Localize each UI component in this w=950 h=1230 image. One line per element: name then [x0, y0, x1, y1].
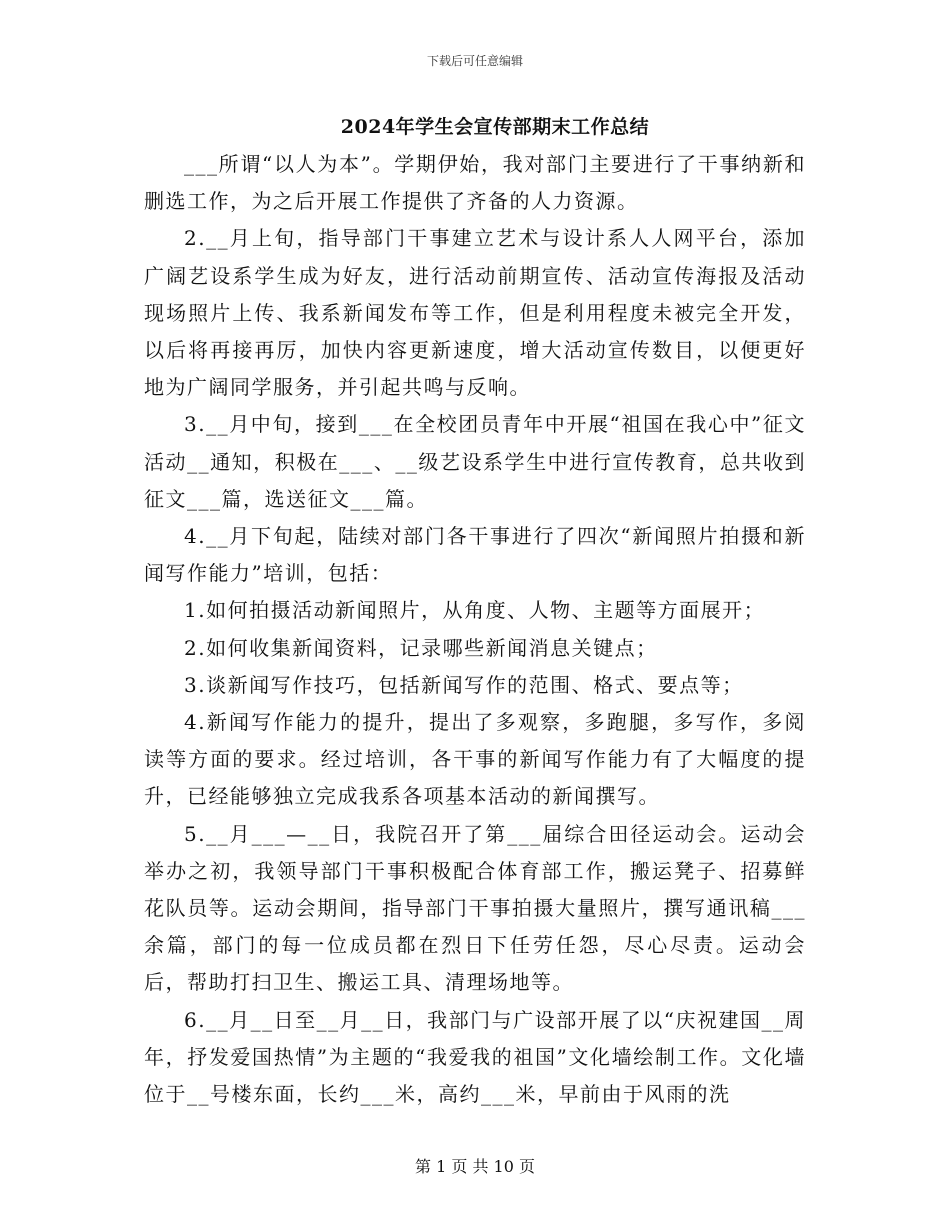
paragraph: 2.如何收集新闻资料，记录哪些新闻消息关键点； [184, 635, 658, 660]
document-body [144, 146, 806, 1113]
paragraph: 1.如何拍摄活动新闻照片，从角度、人物、主题等方面展开； [184, 598, 766, 623]
page-number-footer: 第 1 页 共 10 页 [415, 1157, 535, 1176]
document-title: 2024年学生会宣传部期末工作总结 [340, 116, 650, 138]
paragraph: 6.__月__日至__月__日，我部门与广设部开展了以“庆祝建国__周年，抒发爱国热情”为主题的“我爱我的祖国”文化墙绘制工作。文化墙位于__号楼东面，长约___米，高约___米，早前由于风雨的洗 [144, 1007, 806, 1107]
page-header-note: 下载后可任意编辑 [426, 54, 523, 68]
paragraph: ___所谓“以人为本”。学期伊始，我对部门主要进行了干事纳新和删选工作，为之后开展工作提供了齐备的人力资源。 [144, 152, 806, 214]
paragraph: 2.__月上旬，指导部门干事建立艺术与设计系人人网平台，添加广阔艺设系学生成为好友，进行活动前期宣传、活动宣传海报及活动现场照片上传、我系新闻发布等工作，但是利用程度未被完全开发，以后将再接再厉，加快内容更新速度，增大活动宣传数目，以便更好地为广阔同学服务，并引起共鸣与反响。 [144, 226, 806, 400]
paragraph: 5.__月___—__日，我院召开了第___届综合田径运动会。运动会举办之初，我领导部门干事积极配合体育部工作，搬运凳子、招募鲜花队员等。运动会期间，指导部门干事拍摄大量照片，撰写通讯稿___余篇，部门的每一位成员都在烈日下任劳任怨，尽心尽责。运动会后，帮助打扫卫生、搬运工具、清理场地等。 [144, 821, 806, 995]
paragraph: 3.谈新闻写作技巧，包括新闻写作的范围、格式、要点等； [184, 672, 744, 697]
paragraph: 4.__月下旬起，陆续对部门各干事进行了四次“新闻照片拍摄和新闻写作能力”培训，包括： [144, 524, 806, 586]
paragraph: 4.新闻写作能力的提升，提出了多观察，多跑腿，多写作，多阅读等方面的要求。经过培训，各干事的新闻写作能力有了大幅度的提升，已经能够独立完成我系各项基本活动的新闻撰写。 [144, 710, 806, 809]
paragraph: 3.__月中旬，接到___在全校团员青年中开展“祖国在我心中”征文活动__通知，积极在___、__级艺设系学生中进行宣传教育，总共收到征文___篇，选送征文___篇。 [144, 412, 806, 511]
